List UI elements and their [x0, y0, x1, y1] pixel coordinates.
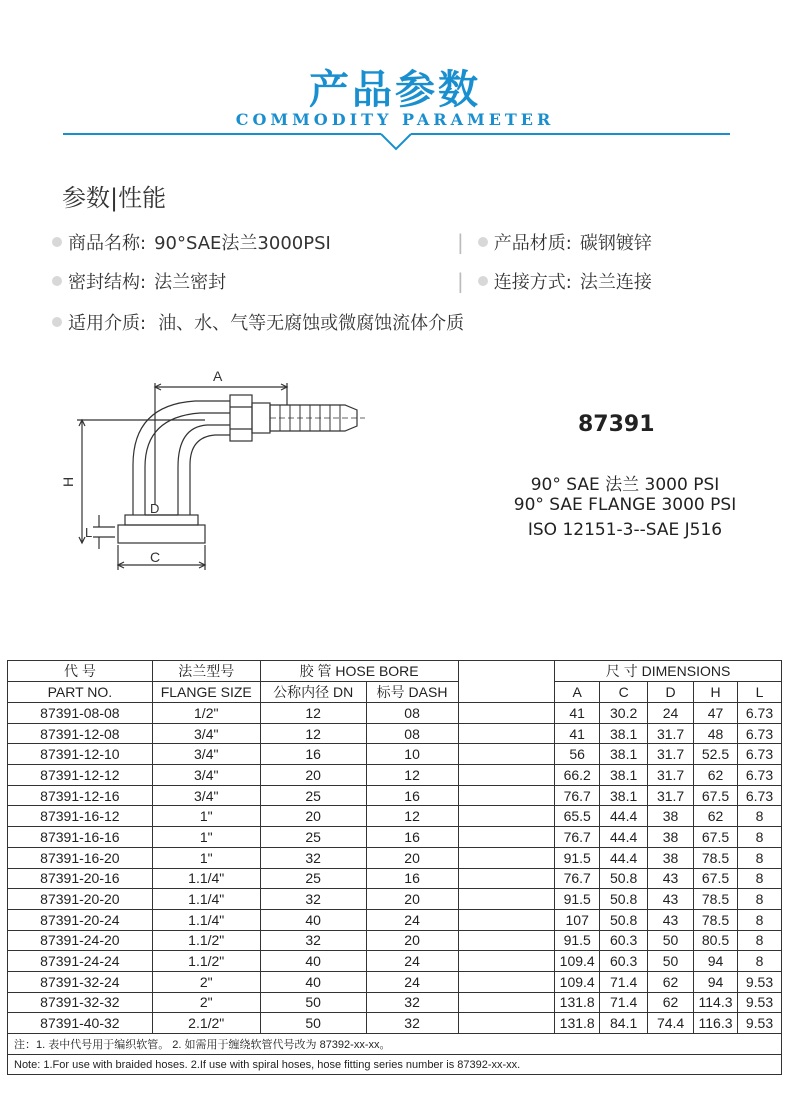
cell-h: 67.5 [694, 868, 738, 889]
cell-a: 131.8 [555, 992, 600, 1013]
cell-part-no: 87391-24-20 [8, 930, 153, 951]
product-model: 87391 [578, 412, 655, 437]
cell-dn: 12 [260, 703, 366, 724]
cell-part-no: 87391-20-16 [8, 868, 153, 889]
cell-d: 24 [648, 703, 694, 724]
cell-d: 74.4 [648, 1013, 694, 1034]
cell-h: 52.5 [694, 744, 738, 765]
dimensions-table [7, 660, 782, 1075]
cell-l: 9.53 [738, 971, 782, 992]
cell-flange: 2" [152, 992, 260, 1013]
cell-h: 80.5 [694, 930, 738, 951]
cell-l: 6.73 [738, 744, 782, 765]
cell-a: 41 [555, 723, 600, 744]
table-note: 注：1. 表中代号用于编织软管。 2. 如需用于缠绕软管代号改为 87392-xx-xx。 [8, 1034, 782, 1055]
cell-blank [458, 827, 555, 848]
cell-dash: 08 [366, 703, 458, 724]
cell-dash: 16 [366, 868, 458, 889]
table-row [8, 889, 782, 910]
cell-h: 78.5 [694, 889, 738, 910]
cell-a: 66.2 [555, 765, 600, 786]
fitting-drawing [55, 365, 395, 575]
param-media-value: 油、水、气等无腐蚀或微腐蚀流体介质 [158, 313, 465, 334]
cell-h: 62 [694, 806, 738, 827]
header-code-en: PART NO. [8, 682, 153, 703]
cell-dash: 20 [366, 930, 458, 951]
param-media-label: 适用介质: [68, 313, 147, 334]
param-name [52, 229, 331, 255]
cell-blank [458, 992, 555, 1013]
cell-c: 84.1 [600, 1013, 648, 1034]
cell-c: 60.3 [600, 930, 648, 951]
cell-part-no: 87391-12-10 [8, 744, 153, 765]
cell-c: 38.1 [600, 785, 648, 806]
cell-l: 6.73 [738, 723, 782, 744]
page-title: 产品参数 [309, 67, 481, 113]
cell-a: 41 [555, 703, 600, 724]
cell-a: 76.7 [555, 868, 600, 889]
cell-l: 8 [738, 868, 782, 889]
cell-d: 50 [648, 951, 694, 972]
cell-blank [458, 703, 555, 724]
param-seal-label: 密封结构: [68, 272, 147, 293]
cell-part-no: 87391-24-24 [8, 951, 153, 972]
cell-flange: 2.1/2" [152, 1013, 260, 1034]
cell-dash: 16 [366, 827, 458, 848]
cell-l: 9.53 [738, 1013, 782, 1034]
header-dims: 尺 寸 DIMENSIONS [555, 661, 782, 682]
cell-part-no: 87391-16-20 [8, 847, 153, 868]
cell-a: 109.4 [555, 971, 600, 992]
cell-blank [458, 909, 555, 930]
bullet-icon [478, 237, 488, 247]
bullet-icon [52, 276, 62, 286]
cell-l: 8 [738, 930, 782, 951]
header-hose: 胶 管 HOSE BORE [260, 661, 458, 682]
cell-dn: 16 [260, 744, 366, 765]
cell-d: 38 [648, 806, 694, 827]
table-row [8, 992, 782, 1013]
cell-part-no: 87391-12-16 [8, 785, 153, 806]
cell-blank [458, 971, 555, 992]
header-flange-cn: 法兰型号 [152, 661, 260, 682]
header-blank [458, 661, 555, 703]
cell-a: 76.7 [555, 827, 600, 848]
cell-l: 8 [738, 806, 782, 827]
cell-h: 48 [694, 723, 738, 744]
param-connect-value: 法兰连接 [579, 272, 652, 293]
param-seal [52, 268, 226, 294]
cell-dash: 12 [366, 806, 458, 827]
cell-c: 60.3 [600, 951, 648, 972]
cell-l: 6.73 [738, 703, 782, 724]
cell-dash: 08 [366, 723, 458, 744]
bullet-icon [52, 237, 62, 247]
param-media [52, 309, 464, 335]
cell-dash: 24 [366, 971, 458, 992]
cell-flange: 1.1/2" [152, 951, 260, 972]
header-divider [63, 133, 730, 153]
cell-flange: 1" [152, 827, 260, 848]
cell-h: 47 [694, 703, 738, 724]
cell-flange: 3/4" [152, 744, 260, 765]
cell-c: 71.4 [600, 971, 648, 992]
cell-dash: 24 [366, 909, 458, 930]
cell-dash: 10 [366, 744, 458, 765]
cell-blank [458, 889, 555, 910]
cell-c: 71.4 [600, 992, 648, 1013]
cell-flange: 1" [152, 847, 260, 868]
cell-dn: 40 [260, 971, 366, 992]
cell-blank [458, 806, 555, 827]
cell-d: 43 [648, 889, 694, 910]
cell-l: 8 [738, 847, 782, 868]
cell-dn: 40 [260, 951, 366, 972]
cell-d: 38 [648, 827, 694, 848]
header-code-cn: 代 号 [8, 661, 153, 682]
cell-blank [458, 785, 555, 806]
table-row [8, 909, 782, 930]
cell-blank [458, 847, 555, 868]
table-row [8, 723, 782, 744]
cell-dn: 32 [260, 889, 366, 910]
dim-label-a: A [213, 368, 223, 384]
cell-d: 62 [648, 971, 694, 992]
cell-h: 78.5 [694, 847, 738, 868]
cell-c: 38.1 [600, 723, 648, 744]
table-row [8, 785, 782, 806]
table-row [8, 765, 782, 786]
table-note-row [8, 1034, 782, 1055]
cell-a: 91.5 [555, 889, 600, 910]
bullet-icon [52, 317, 62, 327]
cell-c: 38.1 [600, 765, 648, 786]
cell-c: 44.4 [600, 847, 648, 868]
cell-l: 6.73 [738, 765, 782, 786]
table-row [8, 951, 782, 972]
cell-h: 67.5 [694, 827, 738, 848]
bullet-icon [478, 276, 488, 286]
dim-label-d: D [150, 501, 160, 516]
table-row [8, 744, 782, 765]
header-dn: 公称内径 DN [260, 682, 366, 703]
cell-flange: 2" [152, 971, 260, 992]
product-spec-iso: ISO 12151-3--SAE J516 [527, 520, 723, 540]
cell-l: 8 [738, 827, 782, 848]
cell-blank [458, 951, 555, 972]
cell-a: 91.5 [555, 847, 600, 868]
cell-dash: 20 [366, 847, 458, 868]
cell-d: 38 [648, 847, 694, 868]
cell-part-no: 87391-32-32 [8, 992, 153, 1013]
dim-label-c: C [150, 549, 161, 565]
product-spec-cn: 90° SAE 法兰 3000 PSI [530, 475, 720, 495]
cell-c: 30.2 [600, 703, 648, 724]
header-c: C [600, 682, 648, 703]
cell-dn: 50 [260, 1013, 366, 1034]
param-seal-value: 法兰密封 [154, 272, 227, 293]
param-connect-label: 连接方式: [493, 272, 572, 293]
cell-flange: 3/4" [152, 785, 260, 806]
cell-a: 131.8 [555, 1013, 600, 1034]
cell-l: 8 [738, 909, 782, 930]
table-row [8, 806, 782, 827]
cell-l: 9.53 [738, 992, 782, 1013]
cell-d: 50 [648, 930, 694, 951]
cell-flange: 3/4" [152, 765, 260, 786]
header-flange-en: FLANGE SIZE [152, 682, 260, 703]
cell-c: 44.4 [600, 806, 648, 827]
cell-d: 43 [648, 909, 694, 930]
cell-h: 62 [694, 765, 738, 786]
table-note: Note: 1.For use with braided hoses. 2.If use with spiral hoses, hose fitting series number is 87392-xx-xx. [8, 1054, 782, 1075]
cell-l: 8 [738, 951, 782, 972]
cell-h: 67.5 [694, 785, 738, 806]
cell-part-no: 87391-32-24 [8, 971, 153, 992]
cell-dn: 40 [260, 909, 366, 930]
param-connect [457, 268, 652, 294]
cell-dash: 32 [366, 1013, 458, 1034]
cell-c: 50.8 [600, 889, 648, 910]
section-title: 参数|性能 [62, 184, 167, 212]
cell-d: 43 [648, 868, 694, 889]
param-material [457, 229, 652, 255]
cell-dn: 25 [260, 827, 366, 848]
cell-dn: 25 [260, 868, 366, 889]
cell-dash: 20 [366, 889, 458, 910]
cell-h: 116.3 [694, 1013, 738, 1034]
cell-part-no: 87391-08-08 [8, 703, 153, 724]
cell-blank [458, 868, 555, 889]
cell-c: 50.8 [600, 909, 648, 930]
separator: | [457, 230, 464, 254]
header-h: H [694, 682, 738, 703]
cell-h: 94 [694, 971, 738, 992]
page-subtitle: COMMODITY PARAMETER [235, 110, 555, 129]
cell-d: 62 [648, 992, 694, 1013]
cell-flange: 1.1/2" [152, 930, 260, 951]
table-row [8, 868, 782, 889]
cell-h: 78.5 [694, 909, 738, 930]
cell-flange: 1" [152, 806, 260, 827]
cell-c: 50.8 [600, 868, 648, 889]
cell-dn: 12 [260, 723, 366, 744]
cell-dn: 20 [260, 765, 366, 786]
cell-d: 31.7 [648, 785, 694, 806]
cell-flange: 1.1/4" [152, 868, 260, 889]
table-row [8, 1013, 782, 1034]
cell-l: 6.73 [738, 785, 782, 806]
cell-a: 107 [555, 909, 600, 930]
cell-a: 91.5 [555, 930, 600, 951]
cell-dash: 24 [366, 951, 458, 972]
cell-dn: 50 [260, 992, 366, 1013]
cell-part-no: 87391-12-12 [8, 765, 153, 786]
cell-l: 8 [738, 889, 782, 910]
cell-a: 56 [555, 744, 600, 765]
product-spec-en: 90° SAE FLANGE 3000 PSI [513, 495, 737, 515]
cell-dn: 20 [260, 806, 366, 827]
cell-blank [458, 744, 555, 765]
header-l: L [738, 682, 782, 703]
cell-blank [458, 765, 555, 786]
cell-a: 109.4 [555, 951, 600, 972]
cell-part-no: 87391-12-08 [8, 723, 153, 744]
table-row [8, 930, 782, 951]
param-material-value: 碳钢镀锌 [579, 233, 652, 254]
cell-h: 94 [694, 951, 738, 972]
cell-part-no: 87391-20-20 [8, 889, 153, 910]
cell-a: 65.5 [555, 806, 600, 827]
param-name-label: 商品名称: [68, 233, 147, 254]
cell-d: 31.7 [648, 744, 694, 765]
cell-h: 114.3 [694, 992, 738, 1013]
cell-part-no: 87391-16-16 [8, 827, 153, 848]
header-d: D [648, 682, 694, 703]
cell-flange: 1/2" [152, 703, 260, 724]
cell-flange: 1.1/4" [152, 889, 260, 910]
table-note-row [8, 1054, 782, 1075]
cell-blank [458, 723, 555, 744]
table-row [8, 971, 782, 992]
cell-a: 76.7 [555, 785, 600, 806]
cell-c: 44.4 [600, 827, 648, 848]
table-row [8, 847, 782, 868]
header-a: A [555, 682, 600, 703]
table-row [8, 827, 782, 848]
cell-blank [458, 930, 555, 951]
cell-dash: 32 [366, 992, 458, 1013]
cell-d: 31.7 [648, 723, 694, 744]
header-dash: 标号 DASH [366, 682, 458, 703]
dim-label-l: L [85, 525, 93, 540]
cell-c: 38.1 [600, 744, 648, 765]
cell-part-no: 87391-40-32 [8, 1013, 153, 1034]
cell-dash: 12 [366, 765, 458, 786]
cell-part-no: 87391-20-24 [8, 909, 153, 930]
separator: | [457, 269, 464, 293]
cell-dn: 32 [260, 930, 366, 951]
cell-flange: 3/4" [152, 723, 260, 744]
cell-dash: 16 [366, 785, 458, 806]
cell-blank [458, 1013, 555, 1034]
cell-flange: 1.1/4" [152, 909, 260, 930]
param-name-value: 90°SAE法兰3000PSI [154, 233, 331, 254]
cell-dn: 32 [260, 847, 366, 868]
param-material-label: 产品材质: [493, 233, 572, 254]
table-row [8, 703, 782, 724]
cell-dn: 25 [260, 785, 366, 806]
cell-d: 31.7 [648, 765, 694, 786]
cell-part-no: 87391-16-12 [8, 806, 153, 827]
dim-label-h: H [60, 476, 76, 487]
